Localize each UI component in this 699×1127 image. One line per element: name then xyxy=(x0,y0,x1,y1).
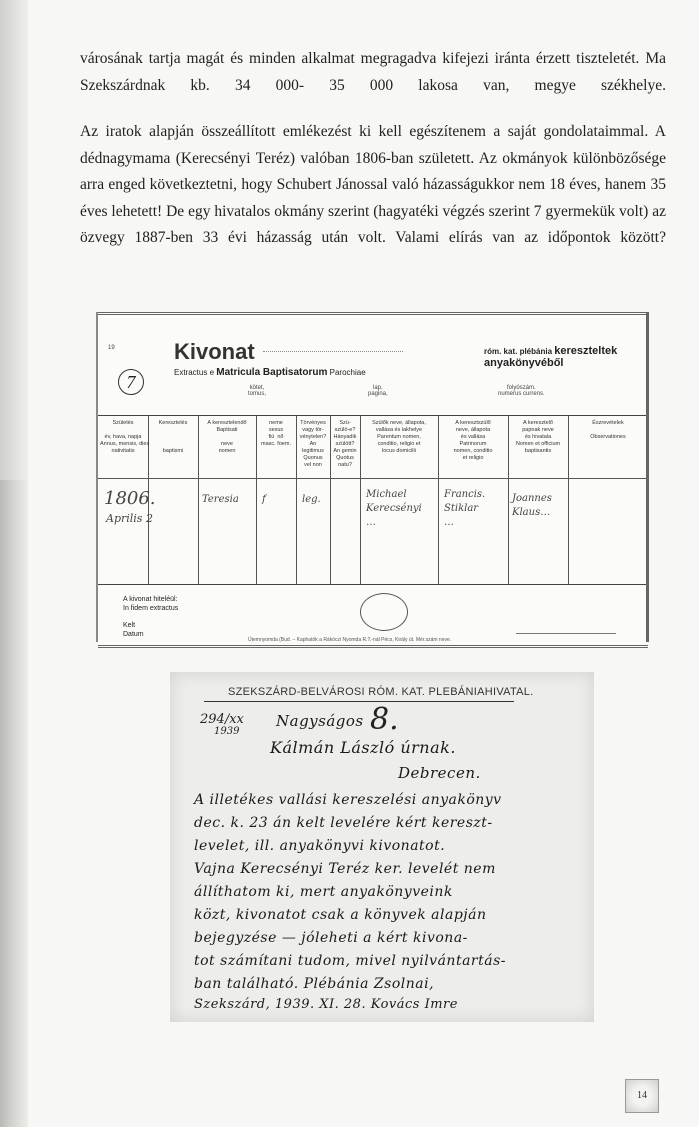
priest-signature xyxy=(516,611,616,634)
letterhead-underline xyxy=(204,701,514,702)
header-priest: A keresztelő papnak neve és hivatala Nomen et officium baptisantis xyxy=(515,420,561,454)
column-divider xyxy=(438,416,439,584)
header-sex: neme sexus fiú nő masc. foem. xyxy=(261,420,291,447)
form-subtitle-suffix: Parochiae xyxy=(329,368,366,377)
header-row-divider xyxy=(98,478,648,479)
footer-authentication: A kivonat hiteléül: xyxy=(123,596,178,603)
circled-number: 7 xyxy=(118,369,144,395)
column-divider xyxy=(508,416,509,584)
letter-line: tot számítani tudom, mivel nyilvántartás- xyxy=(194,953,506,969)
letter-line: bejegyzése — jóleheti a kért kivona- xyxy=(194,930,468,946)
page-number: 14 xyxy=(625,1079,659,1113)
form-border-right xyxy=(646,312,649,642)
column-divider xyxy=(360,416,361,584)
handwritten-parish-letter xyxy=(170,672,594,1022)
letter-line: ban található. Plébánia Zsolnai, xyxy=(194,976,435,992)
letter-line: állíthatom ki, mert anyakönyveink xyxy=(194,884,453,900)
handwritten-legitimacy: leg. xyxy=(302,494,321,505)
handwritten-name: Teresia xyxy=(202,494,239,505)
header-baptism: Keresztelés baptismi xyxy=(158,420,188,454)
letter-line: Szekszárd, 1939. XI. 28. Kovács Imre xyxy=(194,997,458,1012)
form-footer xyxy=(123,595,178,639)
form-subtitle-bold: Matricula Baptisatorum xyxy=(216,367,328,378)
handwritten-parents: Michael Kerecsényi … xyxy=(366,489,422,528)
handwritten-birth-year: 1806. xyxy=(104,488,156,509)
form-parish-header xyxy=(484,345,648,369)
handwritten-sex: f xyxy=(262,494,266,505)
page-label: lap, pagina, xyxy=(368,385,388,397)
header-godparents: A keresztszülő neve, állapota és vallása Patrinorum nomen, conditio et religio xyxy=(453,420,493,461)
form-subtitle-prefix: Extractus e xyxy=(174,368,215,377)
printer-imprint: Ütemnyomda (Bud. – Kaphatók a Rákóczi Nyomda R.T.-nál Pécs, Király út. Mér.szám neve. xyxy=(248,637,452,643)
book-gutter-shadow-top xyxy=(0,0,28,480)
handwritten-birth-day: Aprilis 2 xyxy=(106,512,153,525)
header-legitimacy: Törvényes vagy tör- vénytelen? An legitimus Quonus vel non xyxy=(299,420,327,468)
form-parish-bold: kereszteltek anyakönyvéből xyxy=(484,345,618,369)
serial-number-label: folyószám. numerus currens. xyxy=(498,385,545,397)
form-number-label: 19 xyxy=(108,345,115,351)
form-parish-small: róm. kat. plébánia xyxy=(484,347,553,356)
letter-line: Vajna Kerecsényi Teréz ker. levelét nem xyxy=(194,861,496,877)
letter-line: A illetékes vallási kereszelési anyakönyv xyxy=(194,792,502,808)
letter-letterhead: SZEKSZÁRD-BELVÁROSI RÓM. KAT. PLEBÁNIAHIVATAL. xyxy=(228,686,534,698)
baptism-certificate-form xyxy=(98,312,648,648)
header-parents: Szülők neve, állapota, vallása és lakhelye Parentum nomen, conditio, religio et locus domicilii xyxy=(372,420,426,454)
column-divider xyxy=(198,416,199,584)
paragraph-2: Az iratok alapján összeállított emlékezést ki kell egészítenem a saját gondolataimmal. A dédnagymama (Kerecsényi Teréz) valóban 1806-ban született. Az okmányok különbözősége arra enged következtetni, hogy Schubert Jánossal való házasságukkor nem 18 éves, hanem 35 éves lehetett! De egy hivatalos okmány szerint (hagyatéki végzés szerint 7 gyermekük volt) az özvegy 1887-ben 33 évi házasság után volt. Valami elírás van az időpontok között? xyxy=(80,123,666,246)
parish-seal xyxy=(360,593,408,631)
form-title: Kivonat xyxy=(174,339,255,364)
volume-label: kötet, tomus, xyxy=(248,385,267,397)
letter-line: Debrecen. xyxy=(398,764,481,782)
paragraph-1: városának tartja magát és minden alkalmat megragadva kifejezi iránta érzett tiszteletét. Ma Szekszárdnak kb. 34 000- 35 000 lakosa van, megye székhelye. xyxy=(80,50,666,94)
column-divider xyxy=(256,416,257,584)
footer-authentication-latin: In fidem extractus xyxy=(123,605,179,612)
letter-number: 8. xyxy=(370,702,399,737)
form-subtitle xyxy=(174,367,366,378)
footer-date-label: Kelt xyxy=(123,622,136,629)
column-divider xyxy=(330,416,331,584)
letter-year: 1939 xyxy=(214,726,240,737)
column-divider xyxy=(296,416,297,584)
header-observations: Észrevételek Observationes xyxy=(590,420,626,440)
letter-line: dec. k. 23 án kelt levelére kért kereszt- xyxy=(194,815,493,831)
letter-reference-number: 294/xx xyxy=(200,712,244,727)
handwritten-godparents: Francis. Stiklar … xyxy=(444,489,486,528)
header-birth: Születés év, hava, napja Annus, mensis, dies nativitatis xyxy=(100,420,150,454)
letter-line: Nagyságos xyxy=(276,712,364,730)
header-birth-order: Szü- szülö-e? Hányadik szülött? An gemin Quotus natu? xyxy=(333,420,357,468)
form-title-dots xyxy=(263,351,403,352)
header-baptised-name: A keresztelendő Baptisati neve nomen xyxy=(207,420,247,454)
footer-date-latin: Datum xyxy=(123,631,144,638)
letter-line: Kálmán László úrnak. xyxy=(270,738,456,757)
letter-line: közt, kivonatot csak a könyvek alapján xyxy=(194,907,487,923)
handwritten-priest: Joannes Klaus… xyxy=(512,493,552,518)
letter-line: levelet, ill. anyakönyvi kivonatot. xyxy=(194,838,446,854)
register-table xyxy=(98,415,648,585)
column-divider xyxy=(568,416,569,584)
